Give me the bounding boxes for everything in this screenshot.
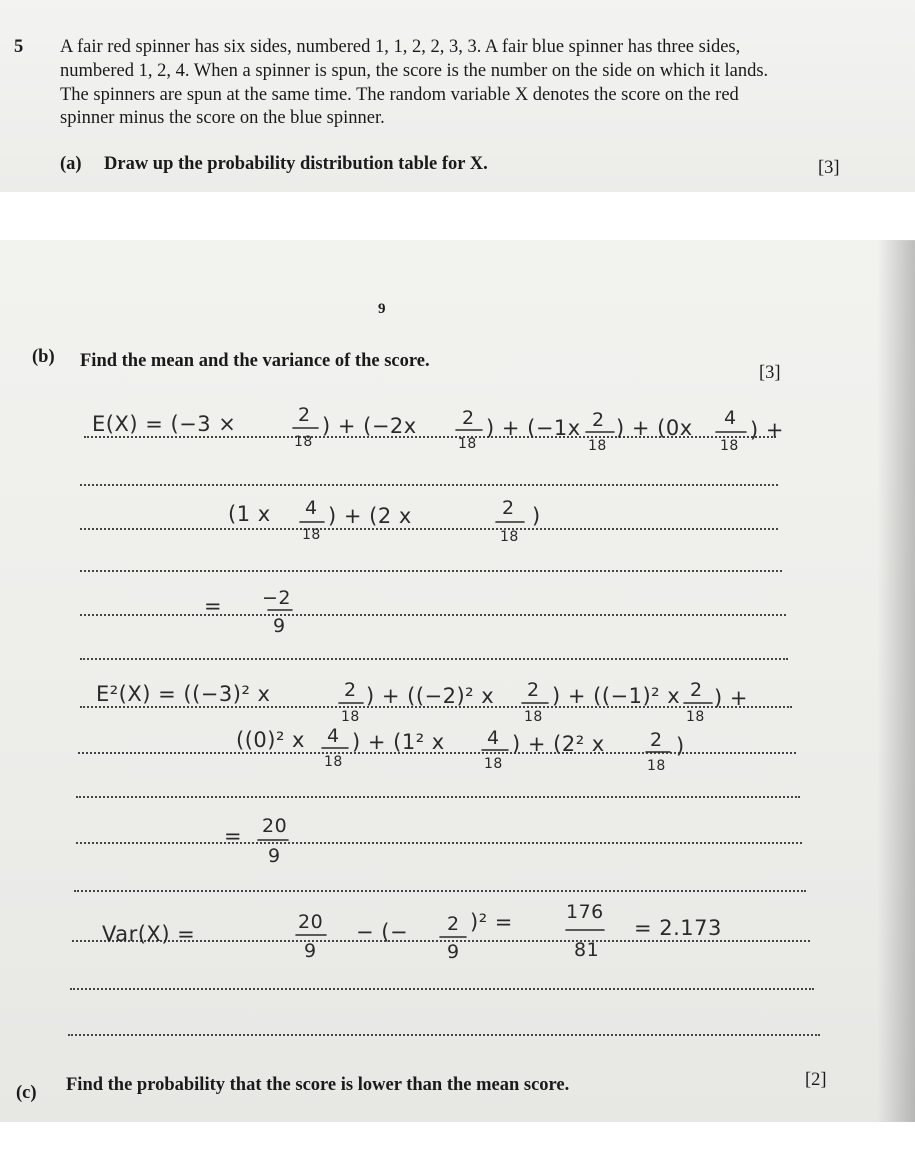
part-a-label: (a) — [60, 154, 82, 174]
var-lhs: Var(X) = — [102, 922, 196, 946]
t3-pre: ) + (−1x — [486, 416, 581, 440]
t3-den: 18 — [588, 438, 607, 454]
l2-end: ) — [532, 504, 541, 528]
question-line-3: The spinners are spun at the same time. The random variable X denotes the score on the red — [60, 85, 739, 105]
l5-c-num: 2 — [650, 729, 663, 751]
l2-b-num: 2 — [502, 497, 515, 519]
mean-num: −2 — [262, 587, 292, 609]
l2-b-den: 18 — [500, 529, 519, 545]
t2-num: 2 — [462, 407, 475, 429]
part-b-label: (b) — [32, 347, 55, 367]
s2-pre: ) + ((−2)² x — [366, 684, 495, 708]
t1-den: 18 — [294, 434, 313, 450]
v-sq: )² = — [470, 910, 513, 934]
s3-den: 18 — [686, 709, 705, 725]
v-den: 9 — [304, 940, 317, 962]
t4-den: 18 — [720, 438, 739, 454]
t1-num: 2 — [298, 404, 311, 426]
part-c-text: Find the probability that the score is lower than the mean score. — [66, 1075, 570, 1095]
part-a-marks: [3] — [818, 158, 840, 178]
l5-b-num: 4 — [487, 727, 500, 749]
t3-num: 2 — [592, 409, 605, 431]
l5-b-den: 18 — [484, 756, 503, 772]
l5-c-den: 18 — [647, 758, 666, 774]
question-line-4: spinner minus the score on the blue spinner. — [60, 108, 385, 128]
l5-a-den: 18 — [324, 754, 343, 770]
part-c-marks: [2] — [805, 1070, 827, 1090]
v3-den: 81 — [574, 939, 600, 961]
part-c-label: (c) — [16, 1083, 37, 1103]
v-minus: − (− — [356, 920, 409, 944]
l2-a-num: 4 — [305, 497, 318, 519]
page-number: 9 — [378, 301, 386, 317]
part-b-text: Find the mean and the variance of the score. — [80, 351, 430, 371]
t2-pre: ) + (−2x — [322, 414, 417, 438]
v-result: = 2.173 — [634, 916, 722, 940]
s1-num: 2 — [344, 679, 357, 701]
s3-pre: ) + ((−1)² x — [552, 684, 681, 708]
t4-num: 4 — [724, 407, 737, 429]
ex2-lhs: E²(X) = ((−3)² x — [96, 682, 271, 706]
v2-den: 9 — [447, 941, 460, 963]
mean-den: 9 — [273, 615, 286, 637]
t4-post: ) + — [750, 418, 784, 442]
ex-lhs: E(X) = (−3 × — [92, 412, 237, 436]
question-number: 5 — [14, 37, 24, 57]
t4-pre: ) + (0x — [616, 416, 693, 440]
ex2-den: 9 — [268, 845, 281, 867]
s2-den: 18 — [524, 709, 543, 725]
part-a-text: Draw up the probability distribution table for X. — [104, 154, 488, 174]
mean-eq: = — [204, 594, 223, 618]
question-line-2: numbered 1, 2, 4. When a spinner is spun, the score is the number on the side on which it lands. — [60, 61, 769, 81]
ex2-num: 20 — [262, 815, 288, 837]
l5-end: ) — [676, 734, 685, 758]
v-num: 20 — [298, 911, 324, 933]
ex2-eq: = — [224, 824, 243, 848]
s2-num: 2 — [527, 679, 540, 701]
l2-b: ) + (2 x — [328, 504, 412, 528]
s3-num: 2 — [690, 679, 703, 701]
l5-a: ((0)² x — [236, 728, 305, 752]
l2-a: (1 x — [228, 502, 271, 526]
s3-post: ) + — [714, 686, 748, 710]
l5-c: ) + (2² x — [512, 732, 605, 756]
v3-num: 176 — [566, 901, 604, 923]
l2-a-den: 18 — [302, 527, 321, 543]
t2-den: 18 — [458, 436, 477, 452]
question-line-1: A fair red spinner has six sides, numbered 1, 1, 2, 2, 3, 3. A fair blue spinner has three sides, — [60, 37, 741, 57]
v2-num: 2 — [447, 913, 460, 935]
l5-b: ) + (1² x — [352, 730, 445, 754]
l5-a-num: 4 — [327, 725, 340, 747]
s1-den: 18 — [341, 709, 360, 725]
part-b-marks: [3] — [759, 363, 781, 383]
